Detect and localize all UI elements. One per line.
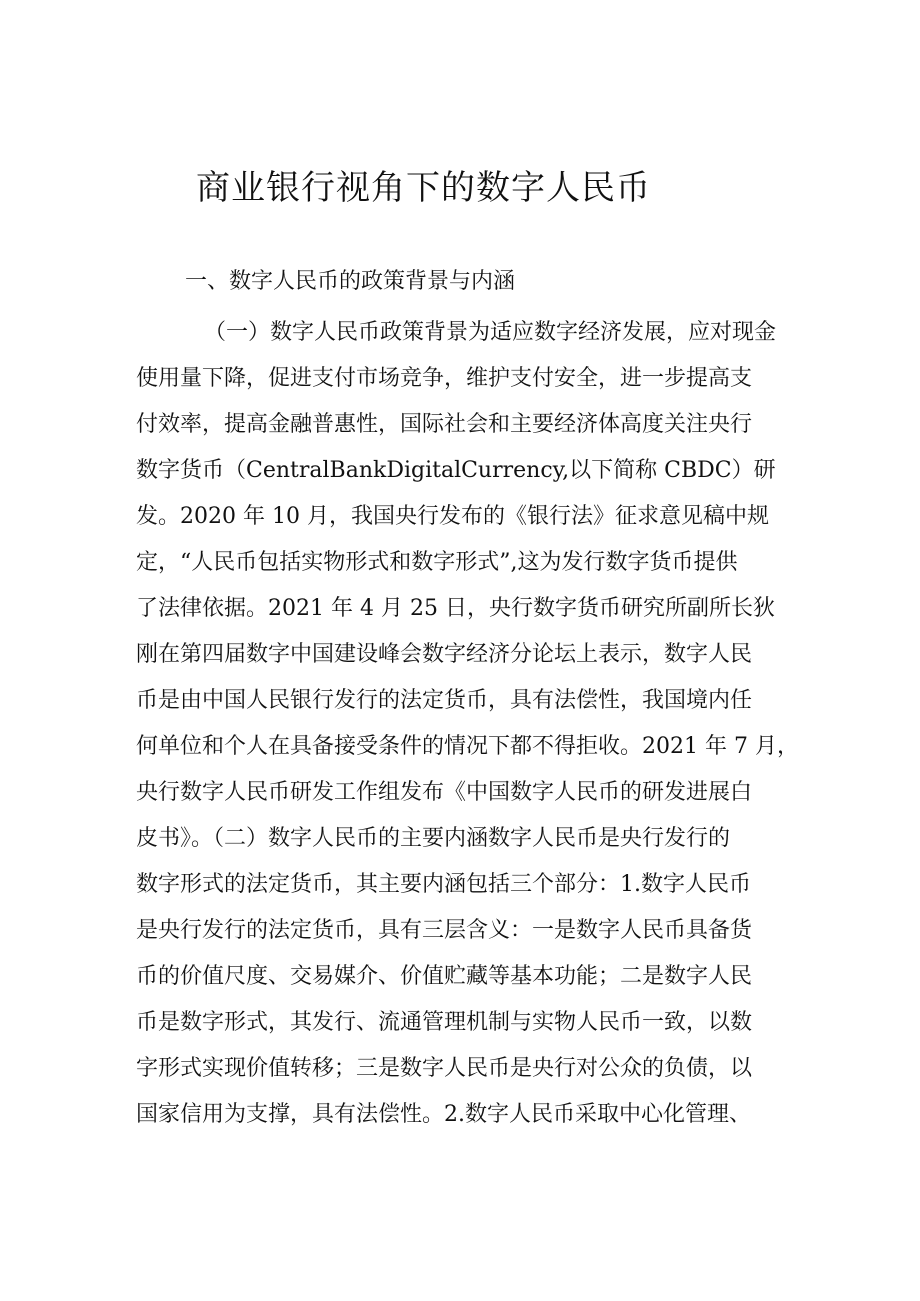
document-title: 商业银行视角下的数字人民币 — [196, 168, 651, 208]
paragraph-line: 何单位和个人在具备接受条件的情况下都不得拒收。2021 年 7 月， — [136, 734, 799, 759]
section-heading: 一、数字人民币的政策背景与内涵 — [185, 269, 516, 294]
paragraph-line: 币的价值尺度、交易媒介、价值贮藏等基本功能；二是数字人民 — [136, 964, 753, 989]
paragraph-line: 国家信用为支撑，具有法偿性。2.数字人民币采取中心化管理、 — [136, 1102, 751, 1127]
paragraph-line: 了法律依据。2021 年 4 月 25 日，央行数字货币研究所副所长狄 — [136, 596, 775, 621]
paragraph-line: 币是由中国人民银行发行的法定货币，具有法偿性，我国境内任 — [136, 688, 753, 713]
paragraph-line: 央行数字人民币研发工作组发布《中国数字人民币的研发进展白 — [136, 780, 753, 805]
paragraph-line: 定，“人民币包括实物形式和数字形式”,这为发行数字货币提供 — [136, 550, 738, 575]
paragraph-line: 数字货币（CentralBankDigitalCurrency,以下简称 CBDC）研 — [136, 458, 776, 483]
paragraph-line: 币是数字形式，其发行、流通管理机制与实物人民币一致，以数 — [136, 1010, 753, 1035]
paragraph-line: 皮书》。（二）数字人民币的主要内涵数字人民币是央行发行的 — [136, 826, 731, 851]
paragraph-line: 发。2020 年 10 月，我国央行发布的《银行法》征求意见稿中规 — [136, 504, 769, 529]
paragraph-line: 是央行发行的法定货币，具有三层含义：一是数字人民币具备货 — [136, 918, 753, 943]
paragraph-line: （一）数字人民币政策背景为适应数字经济发展，应对现金 — [204, 320, 777, 345]
paragraph-line: 字形式实现价值转移；三是数字人民币是央行对公众的负债，以 — [136, 1056, 753, 1081]
body-paragraph — [136, 310, 799, 1138]
paragraph-line: 数字形式的法定货币，其主要内涵包括三个部分：1.数字人民币 — [136, 872, 751, 897]
paragraph-line: 刚在第四届数字中国建设峰会数字经济分论坛上表示，数字人民 — [136, 642, 753, 667]
paragraph-line: 付效率，提高金融普惠性，国际社会和主要经济体高度关注央行 — [136, 412, 753, 437]
paragraph-line: 使用量下降，促进支付市场竞争，维护支付安全，进一步提高支 — [136, 366, 753, 391]
